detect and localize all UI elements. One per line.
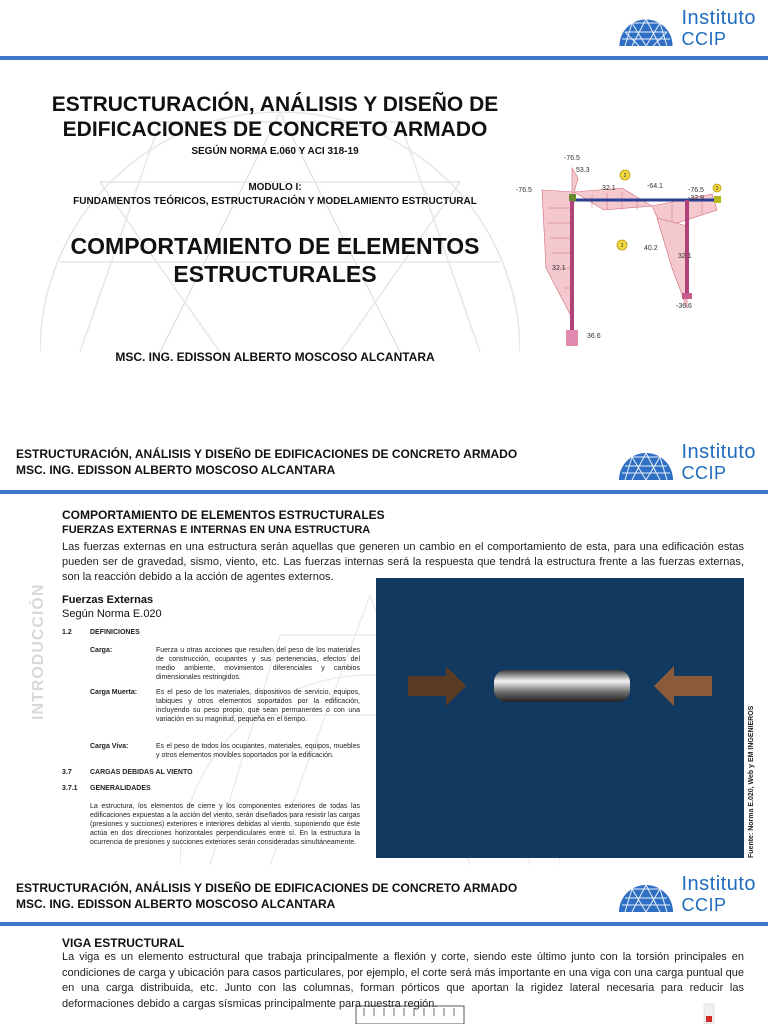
diagram-label: -76.5 [516,187,532,194]
diagram-label: -64.1 [647,183,663,190]
def-text-viva: Es el peso de todos los ocupantes, materiales, equipos, muebles y otros elementos movibles soportados por la edificación. [156,743,360,759]
def-label-carga: Carga: [90,647,113,654]
diagram-marker: 2 [623,173,627,179]
def-text-muerta: Es el peso de los materiales, dispositivos de servicio, equipos, tabiques y otros elementos soportados por la edificación, incluyendo su peso propio, que sean permanentes o con una variación en su magnitud, pequeña en el tiempo. [156,689,360,723]
side-section-label: INTRODUCCIÓN [30,583,47,720]
dome-icon [617,8,675,48]
diagram-label: -36.6 [676,303,692,310]
diagram-label: -32.9 [688,195,704,202]
def-label-viva: Carga Viva: [90,743,129,750]
diagram-label: -76.5 [688,187,704,194]
color-scale-legend [700,1002,720,1024]
author-name: MSC. ING. EDISSON ALBERTO MOSCOSO ALCANTARA [115,350,435,364]
diagram-label: 36.6 [587,333,601,340]
def-number: 3.7 [62,769,72,776]
header-author: MSC. ING. EDISSON ALBERTO MOSCOSO ALCANTARA [16,897,336,911]
content-slide-viga [0,866,768,1024]
module-subtitle: FUNDAMENTOS TEÓRICOS, ESTRUCTURACIÓN Y MODELAMIENTO ESTRUCTURAL [73,196,477,207]
logo-line2: CCIP [681,463,727,483]
viga-paragraph: La viga es un elemento estructural que trabaja principalmente a flexión y corte, siendo este último junto con la torsión principales en condiciones de carga y ubicación para casos particulares, por ejemplo, el corte será más importante en una viga con una carga puntual que en una carga distribuida, etc. Junto con las columnas, forman pórticos que aportan la rigidez lateral necesaria para reducir las deformaciones debido a cargas sísmicas principalmente para nuestra región. [62,951,744,1010]
title-slide [0,0,768,410]
logo-line2: CCIP [681,895,727,915]
institute-logo [617,874,756,914]
source-note: Fuente: Norma E.020, Web y EM INGENIEROS [748,705,755,858]
intro-paragraph: Las fuerzas externas en una estructura serán aquellas que generen un cambio en el comportamiento de esta, para una edificación estas pueden ser de gravedad, sismo, viento, etc. Las fuerzas internas será la respuesta que tendrá la estructura frente a las fuerzas externas, son la reacción debido a la acción de agentes externos. [62,541,744,583]
header-author: MSC. ING. EDISSON ALBERTO MOSCOSO ALCANTARA [16,463,336,477]
header-course: ESTRUCTURACIÓN, ANÁLISIS Y DISEÑO DE EDIFICACIONES DE CONCRETO ARMADO [16,881,518,895]
topic-title: COMPORTAMIENTO DE ELEMENTOS ESTRUCTURALES [70,233,480,287]
section-subtitle: FUERZAS EXTERNAS E INTERNAS EN UNA ESTRUCTURA [62,524,371,536]
norma-source: Según Norma E.020 [62,608,162,620]
diagram-label: 32.1 [602,185,616,192]
beam-load-diagram [350,1002,470,1024]
norma-title: Fuerzas Externas [62,594,154,606]
header-divider [0,922,768,926]
logo-line1: Instituto [681,7,756,29]
slide-header [16,446,517,478]
arrow-left-icon [654,666,712,706]
arrow-right-icon [408,666,466,706]
course-title: ESTRUCTURACIÓN, ANÁLISIS Y DISEÑO DE EDIFICACIONES DE CONCRETO ARMADO [51,93,499,141]
definitions-excerpt [62,628,372,858]
diagram-marker: 2 [715,186,719,192]
logo-line2: CCIP [681,29,727,49]
content-slide-fuerzas [0,410,768,866]
diagram-label: 32.1 [678,253,692,260]
header-divider [0,56,768,60]
def-text-viento: La estructura, los elementos de cierre y los componentes exteriores de todas las edificaciones expuestas a la acción del viento, serán diseñados para resistir las cargas (presiones y succiones) exteriores e interiores debidas al viento, suponiendo que éste actúa en dos direcciones horizontales perpendiculares entre sí. En la estructura la ocurrencia de presiones y succiones exteriores serán consideradas simultáneamente. [90,803,360,846]
module-label: MODULO I: [248,182,302,193]
diagram-label: 53.3 [576,167,590,174]
institute-logo [617,442,756,482]
section-title: COMPORTAMIENTO DE ELEMENTOS ESTRUCTURALES [62,508,385,522]
frame-moment-diagram [512,148,732,358]
header-divider [0,490,768,494]
def-number: 3.7.1 [62,785,78,792]
dome-icon [617,442,675,482]
section-title: VIGA ESTRUCTURAL [62,936,185,950]
def-heading: CARGAS DEBIDAS AL VIENTO [90,769,193,776]
norma-subtitle: SEGÚN NORMA E.060 Y ACI 318-19 [191,146,359,157]
logo-line1: Instituto [681,873,756,895]
axial-force-illustration [376,578,744,858]
header-course: ESTRUCTURACIÓN, ANÁLISIS Y DISEÑO DE EDIFICACIONES DE CONCRETO ARMADO [16,447,518,461]
slide-header [16,880,517,912]
def-heading: DEFINICIONES [90,629,140,636]
institute-logo [617,8,756,48]
def-number: 1.2 [62,629,72,636]
def-text-carga: Fuerza u otras acciones que resulten del peso de los materiales de construcción, ocupantes y sus pertenencias, efectos del medio ambiente, movimientos diferenciales y cambios dimensionales restringidos. [156,647,360,681]
force-animation-panel [376,578,744,858]
def-label-muerta: Carga Muerta: [90,689,138,696]
diagram-marker: 3 [620,243,624,249]
diagram-label: -76.5 [564,155,580,162]
norma-heading [62,594,162,620]
diagram-label: 40.2 [644,245,658,252]
diagram-label: 32.1 [552,265,566,272]
beam-element [494,670,630,702]
logo-line1: Instituto [681,441,756,463]
dome-icon [617,874,675,914]
def-heading: GENERALIDADES [90,785,151,792]
